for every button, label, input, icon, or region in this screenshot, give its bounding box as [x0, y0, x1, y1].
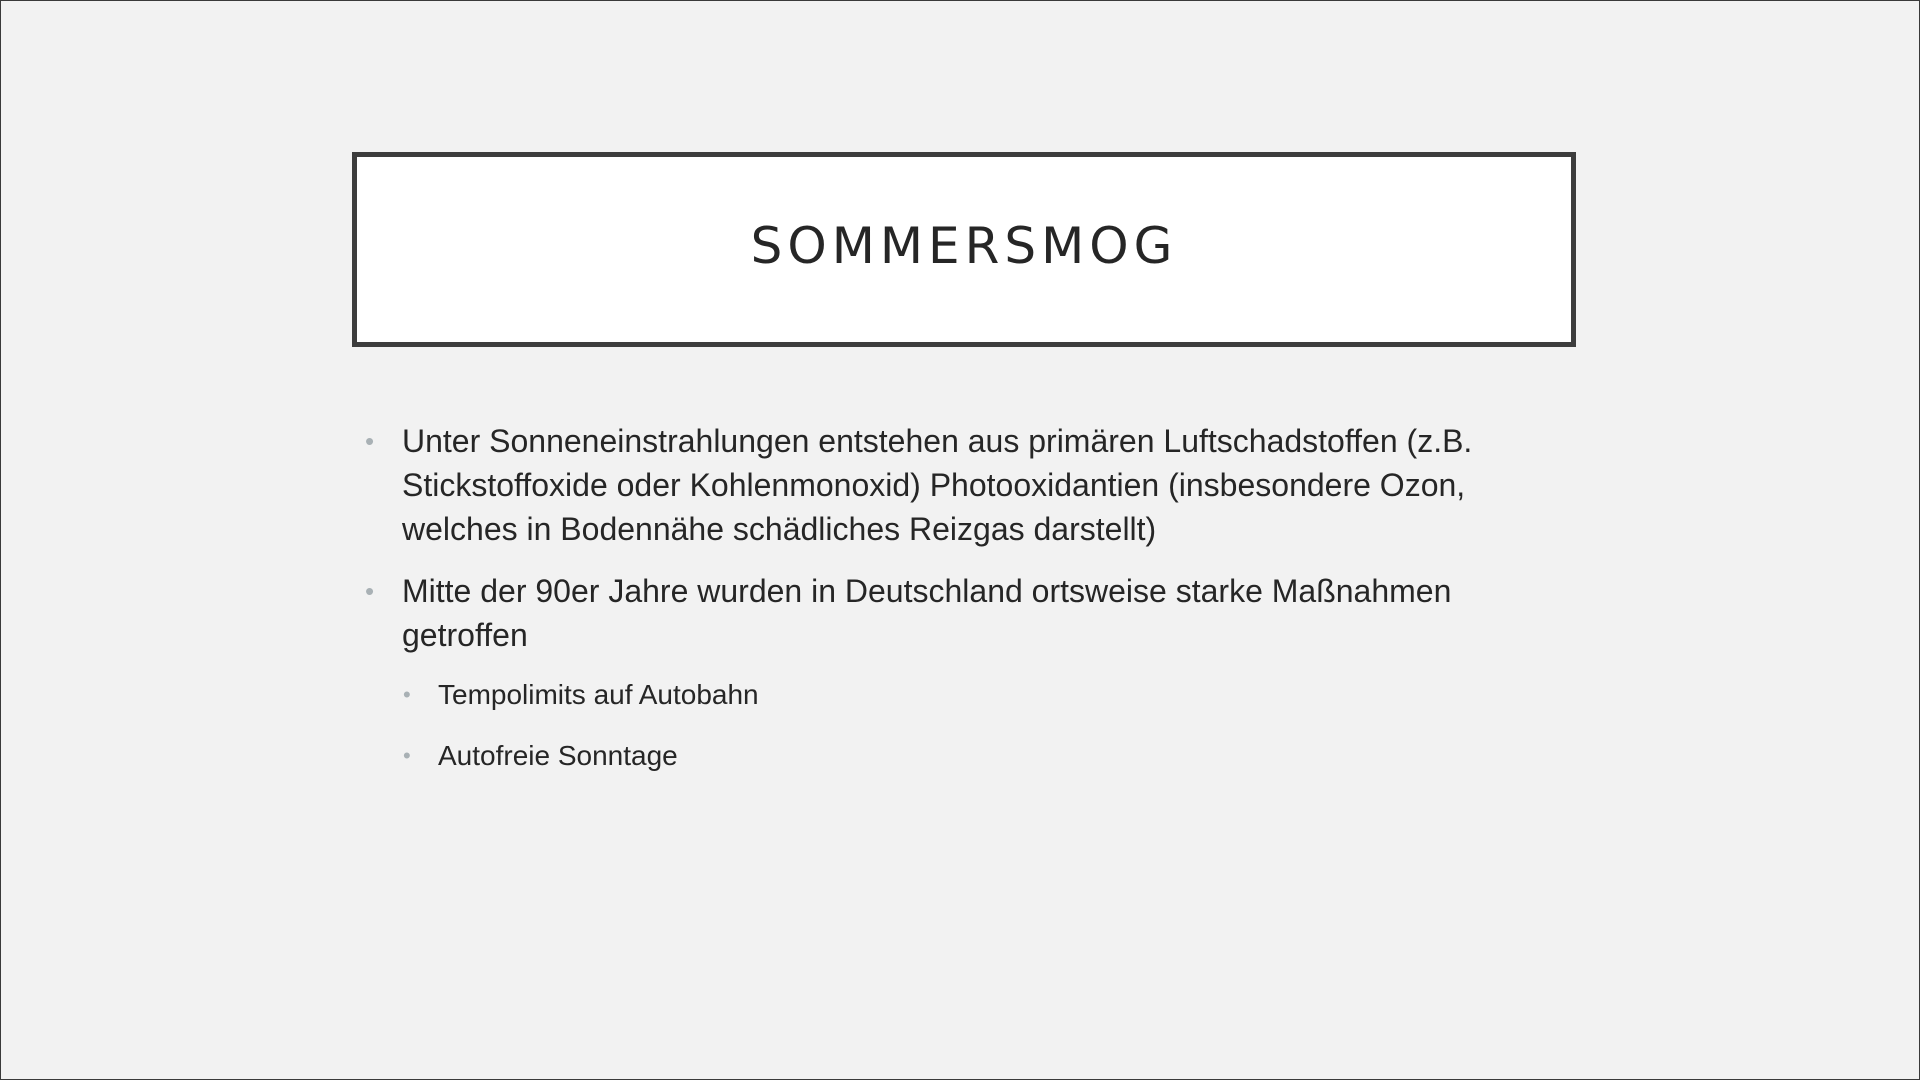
bullet-list — [365, 419, 1565, 797]
bullet-item — [365, 419, 1565, 551]
sub-bullet-dot-icon: • — [403, 743, 411, 768]
bullet-text: Mitte der 90er Jahre wurden in Deutschland ortsweise starke Maßnahmen getroffen — [402, 573, 1452, 653]
sub-bullet-text: Tempolimits auf Autobahn — [438, 679, 759, 710]
bullet-text: Unter Sonneneinstrahlungen entstehen aus primären Luftschadstoffen (z.B. Stickstoffoxide oder Kohlenmonoxid) Photooxidantien (insbesondere Ozon, welches in Bodennähe schädliches Reizgas darstellt) — [402, 423, 1473, 547]
sub-bullet-item — [365, 736, 1565, 776]
sub-bullet-list — [365, 675, 1565, 776]
title-box — [352, 152, 1576, 347]
bullet-dot-icon: • — [365, 576, 375, 606]
bullet-dot-icon: • — [365, 426, 375, 456]
sub-bullet-text: Autofreie Sonntage — [438, 740, 678, 771]
slide-title: SOMMERSMOG — [750, 216, 1178, 275]
sub-bullet-dot-icon: • — [403, 682, 411, 707]
sub-bullet-item — [365, 675, 1565, 715]
bullet-item — [365, 569, 1565, 657]
